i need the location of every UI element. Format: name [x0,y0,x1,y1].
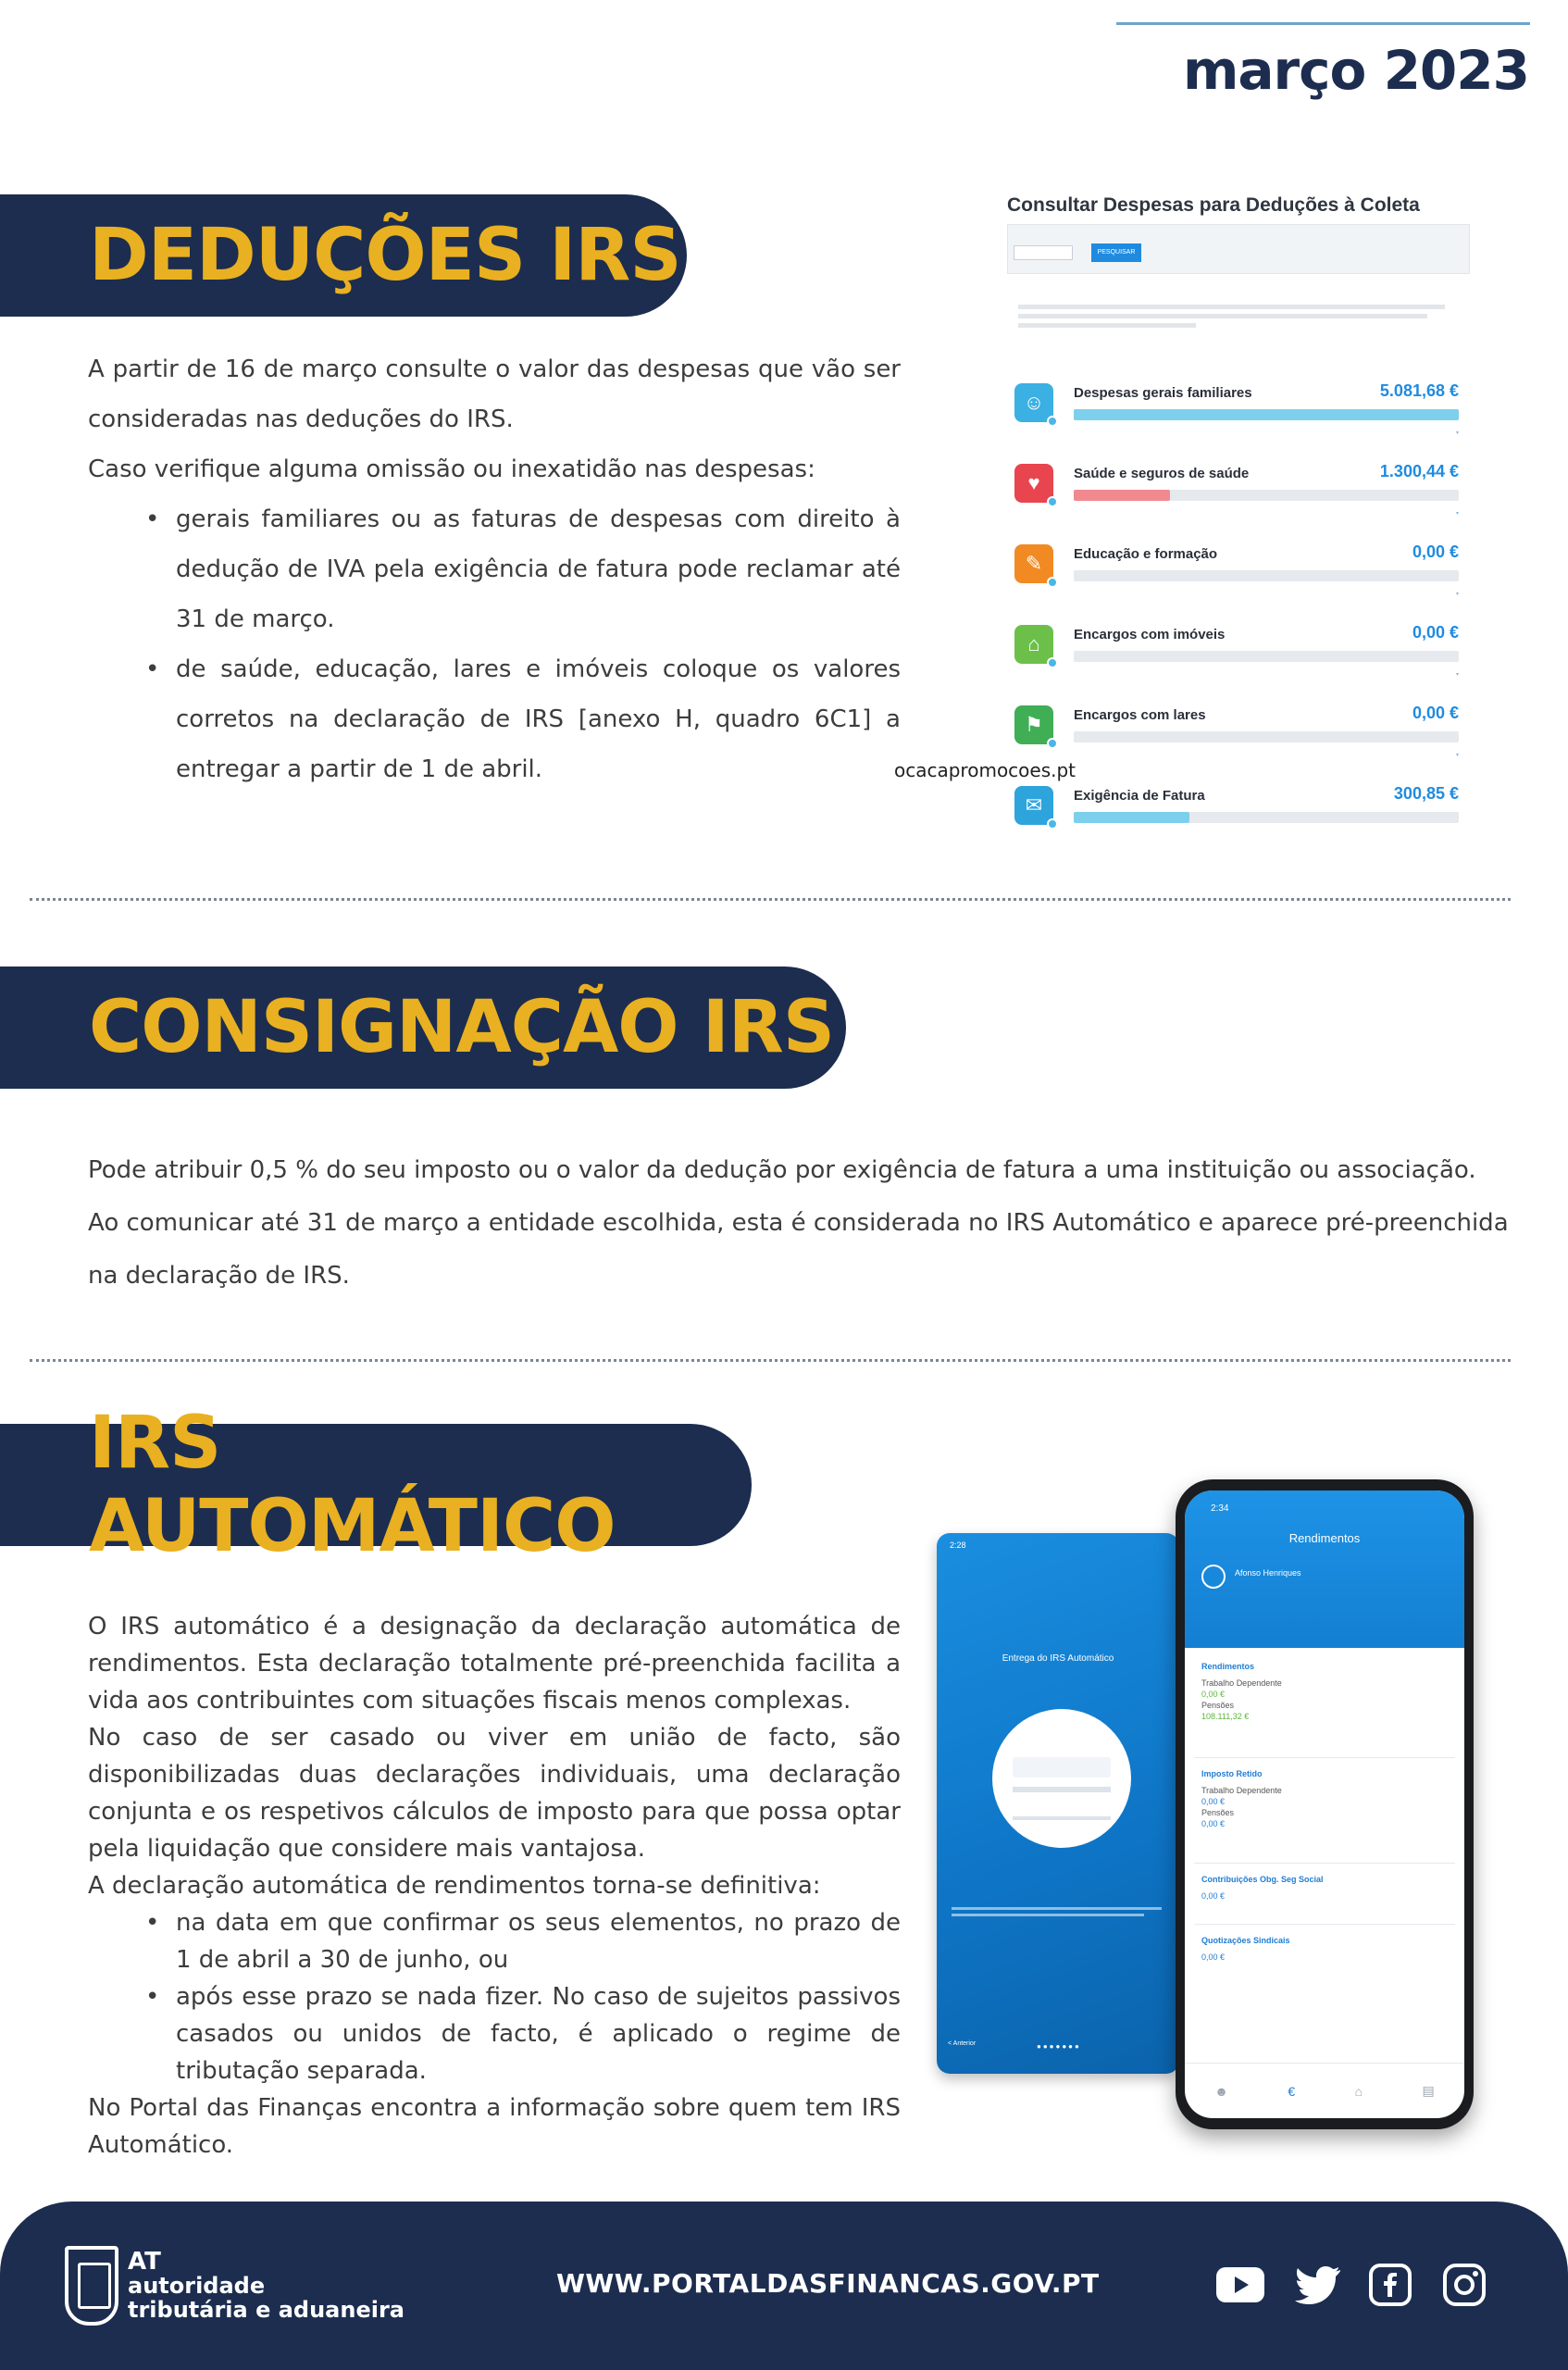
footer [0,2202,1568,2370]
placeholder-block [1013,1787,1111,1792]
logo-line2: tributária e aduaneira [128,2297,404,2323]
divider [1194,1924,1455,1925]
details-link[interactable]: ▾ [1455,430,1459,436]
watermark: ocacapromocoes.pt [894,759,1076,781]
expense-value: 0,00 € [1412,623,1459,642]
item-value: 0,00 € [1201,1819,1226,1828]
expense-category-icon: ♥ [1014,464,1053,503]
list-item [88,494,901,644]
youtube-icon[interactable] [1214,2259,1266,2311]
details-link[interactable]: ▾ [1455,672,1459,678]
divider [1194,1757,1455,1758]
phone-title: Rendimentos [1288,1531,1361,1545]
expense-bar [1074,812,1459,823]
details-link[interactable]: ▾ [1455,592,1459,597]
year-select[interactable] [1014,245,1073,260]
section-title: CONSIGNAÇÃO IRS [89,986,835,1069]
expense-label: Exigência de Fatura [1074,788,1205,804]
section-heading: Imposto Retido [1201,1769,1263,1778]
expense-label: Despesas gerais familiares [1074,385,1252,401]
expense-bar [1074,409,1459,420]
consignacao-text [88,1144,1513,1303]
paragraph: Caso verifique alguma omissão ou inexatidão nas despesas: [88,455,815,483]
bullet-dot: • [145,505,160,533]
logo-text [128,2250,404,2322]
item-label: Pensões [1201,1808,1235,1817]
expense-value: 1.300,44 € [1379,462,1459,480]
info-icon [1047,416,1058,427]
item-label: Pensões [1201,1701,1235,1710]
item-label: Trabalho Dependente [1201,1678,1282,1688]
divider [30,1359,1511,1362]
item-value: 0,00 € [1201,1952,1226,1962]
section-heading: Rendimentos [1201,1662,1255,1671]
expense-value: 0,00 € [1412,543,1459,561]
tablet-circle [992,1709,1131,1848]
section-title: IRS AUTOMÁTICO [89,1402,616,1568]
people-icon[interactable]: ☻ [1214,2083,1228,2099]
list-item [88,1978,901,2089]
search-button[interactable]: PESQUISAR [1091,243,1141,262]
info-icon [1047,577,1058,588]
item-label: Trabalho Dependente [1201,1786,1282,1795]
bullet-dot: • [145,655,160,683]
phone-header [1185,1491,1464,1648]
expense-bar-fill [1074,490,1170,501]
tablet-title: Entrega do IRS Automático [1002,1653,1114,1664]
expense-label: Encargos com lares [1074,707,1206,723]
list-item [88,1904,901,1978]
expense-value: 0,00 € [1412,704,1459,722]
panel-note [1018,300,1462,332]
tablet-note [952,1903,1170,1920]
phone-screen [1185,1491,1464,2118]
shield-icon [65,2246,118,2326]
list-item-text: gerais familiares ou as faturas de despesas com direito à dedução de IVA pela exigência de fatura pode reclamar até 31 de março. [176,505,901,633]
bullet-dot: • [145,1983,160,2011]
euro-icon[interactable]: € [1288,2083,1296,2099]
section-banner-consignacao [0,967,846,1089]
expense-category-icon: ✉ [1014,786,1053,825]
twitter-icon[interactable] [1292,2259,1344,2311]
list-item-text: após esse prazo se nada fizer. No caso de sujeitos passivos casados ou unidos de facto, é aplicado o regime de tributação separada. [176,1983,901,2085]
info-icon [1047,738,1058,749]
divider [30,898,1511,901]
paragraph: O IRS automático é a designação da declaração automática de rendimentos. Esta declaração totalmente pré-preenchida facilita a vida aos contribuintes com situações fiscais menos complexas. [88,1613,901,1715]
expense-bar-fill [1074,812,1189,823]
item-value: 0,00 € [1201,1891,1226,1901]
list-item-text: de saúde, educação, lares e imóveis coloque os valores corretos na declaração de IRS [anexo H, quadro 6C1] a entregar a partir de 1 de abril. [176,655,901,783]
paragraph: Pode atribuir 0,5 % do seu imposto ou o valor da dedução por exigência de fatura a uma instituição ou associação. [88,1156,1476,1184]
bullet-dot: • [145,1909,160,1937]
list-item-text: na data em que confirmar os seus elementos, no prazo de 1 de abril a 30 de junho, ou [176,1909,901,1974]
expense-label: Encargos com imóveis [1074,627,1226,642]
portal-link[interactable]: WWW.PORTALDASFINANCAS.GOV.PT [556,2268,1100,2299]
section-banner-irs-automatico [0,1402,752,1568]
section-banner-deducoes [0,194,687,317]
contribuicoes-section[interactable] [1201,1874,1450,1902]
page-date: março 2023 [1182,39,1529,102]
section-heading: Contribuições Obg. Seg Social [1201,1875,1324,1884]
expense-row[interactable] [1014,782,1468,856]
expense-label: Saúde e seguros de saúde [1074,466,1250,481]
info-icon [1047,818,1058,830]
expense-row[interactable] [1014,541,1468,615]
instagram-icon[interactable] [1438,2259,1490,2311]
expense-category-icon: ⚑ [1014,705,1053,744]
facebook-icon[interactable] [1364,2259,1416,2311]
document-icon[interactable]: ▤ [1422,2083,1435,2098]
tablet-back-link[interactable]: < Anterior [948,2040,977,2047]
expense-row[interactable] [1014,621,1468,695]
expense-bar [1074,490,1459,501]
tablet-time: 2:28 [950,1540,966,1550]
expense-value: 5.081,68 € [1379,381,1459,400]
quotizacoes-section[interactable] [1201,1935,1450,1963]
pager-dots: ●●●●●●● [1037,2042,1081,2051]
placeholder-block [1013,1757,1111,1778]
irs-automatico-text [88,1608,901,2164]
phone-mockup [1176,1479,1474,2129]
info-icon [1047,657,1058,668]
section-heading: Quotizações Sindicais [1201,1936,1290,1945]
item-value: 108.111,32 € [1201,1712,1250,1721]
phone-tab-bar [1185,2063,1464,2118]
logo-at: AT [128,2248,161,2276]
divider [1194,1863,1455,1864]
expense-bar [1074,651,1459,662]
expense-bar-fill [1074,409,1459,420]
paragraph: No Portal das Finanças encontra a informação sobre quem tem IRS Automático. [88,2094,901,2159]
user-name: Afonso Henriques [1235,1568,1301,1578]
expense-category-icon: ☺ [1014,383,1053,422]
rendimentos-section[interactable] [1201,1661,1450,1722]
tablet-mockup [937,1533,1179,2074]
phone-time: 2:34 [1211,1503,1229,1514]
paragraph: A partir de 16 de março consulte o valor das despesas que vão ser consideradas nas deduções do IRS. [88,356,901,433]
expense-row[interactable] [1014,380,1468,454]
avatar [1201,1565,1226,1589]
info-icon [1047,496,1058,507]
expense-row[interactable] [1014,460,1468,534]
panel-title: Consultar Despesas para Deduções à Coleta [1007,194,1420,216]
item-value: 0,00 € [1201,1797,1226,1806]
paragraph: A declaração automática de rendimentos torna-se definitiva: [88,1872,821,1900]
search-bar [1007,224,1470,274]
deducoes-screenshot [1005,191,1477,839]
paragraph: No caso de ser casado ou viver em união de facto, são disponibilizadas duas declarações individuais, uma declaração conjunta e os respetivos cálculos de imposto para que possa optar pela liquidação que considere mais vantajosa. [88,1724,901,1863]
expense-bar [1074,731,1459,742]
expense-bar [1074,570,1459,581]
expense-row[interactable] [1014,702,1468,776]
expense-label: Educação e formação [1074,546,1218,562]
list-item [88,644,901,794]
logo-line1: autoridade [128,2273,266,2299]
expense-value: 300,85 € [1393,784,1459,803]
deducoes-text [88,344,901,794]
expense-category-icon: ⌂ [1014,625,1053,664]
section-title: DEDUÇÕES IRS [89,214,681,297]
paragraph: Ao comunicar até 31 de março a entidade escolhida, esta é considerada no IRS Automático e aparece pré-preenchida na declaração de IRS. [88,1209,1509,1290]
details-link[interactable]: ▾ [1455,511,1459,517]
building-icon[interactable]: ⌂ [1354,2083,1363,2099]
expense-category-icon: ✎ [1014,544,1053,583]
placeholder-block [1013,1816,1111,1820]
item-value: 0,00 € [1201,1690,1226,1699]
imposto-retido-section[interactable] [1201,1768,1450,1829]
details-link[interactable]: ▾ [1455,753,1459,758]
header-rule [1116,22,1530,25]
at-logo[interactable] [65,2246,404,2326]
